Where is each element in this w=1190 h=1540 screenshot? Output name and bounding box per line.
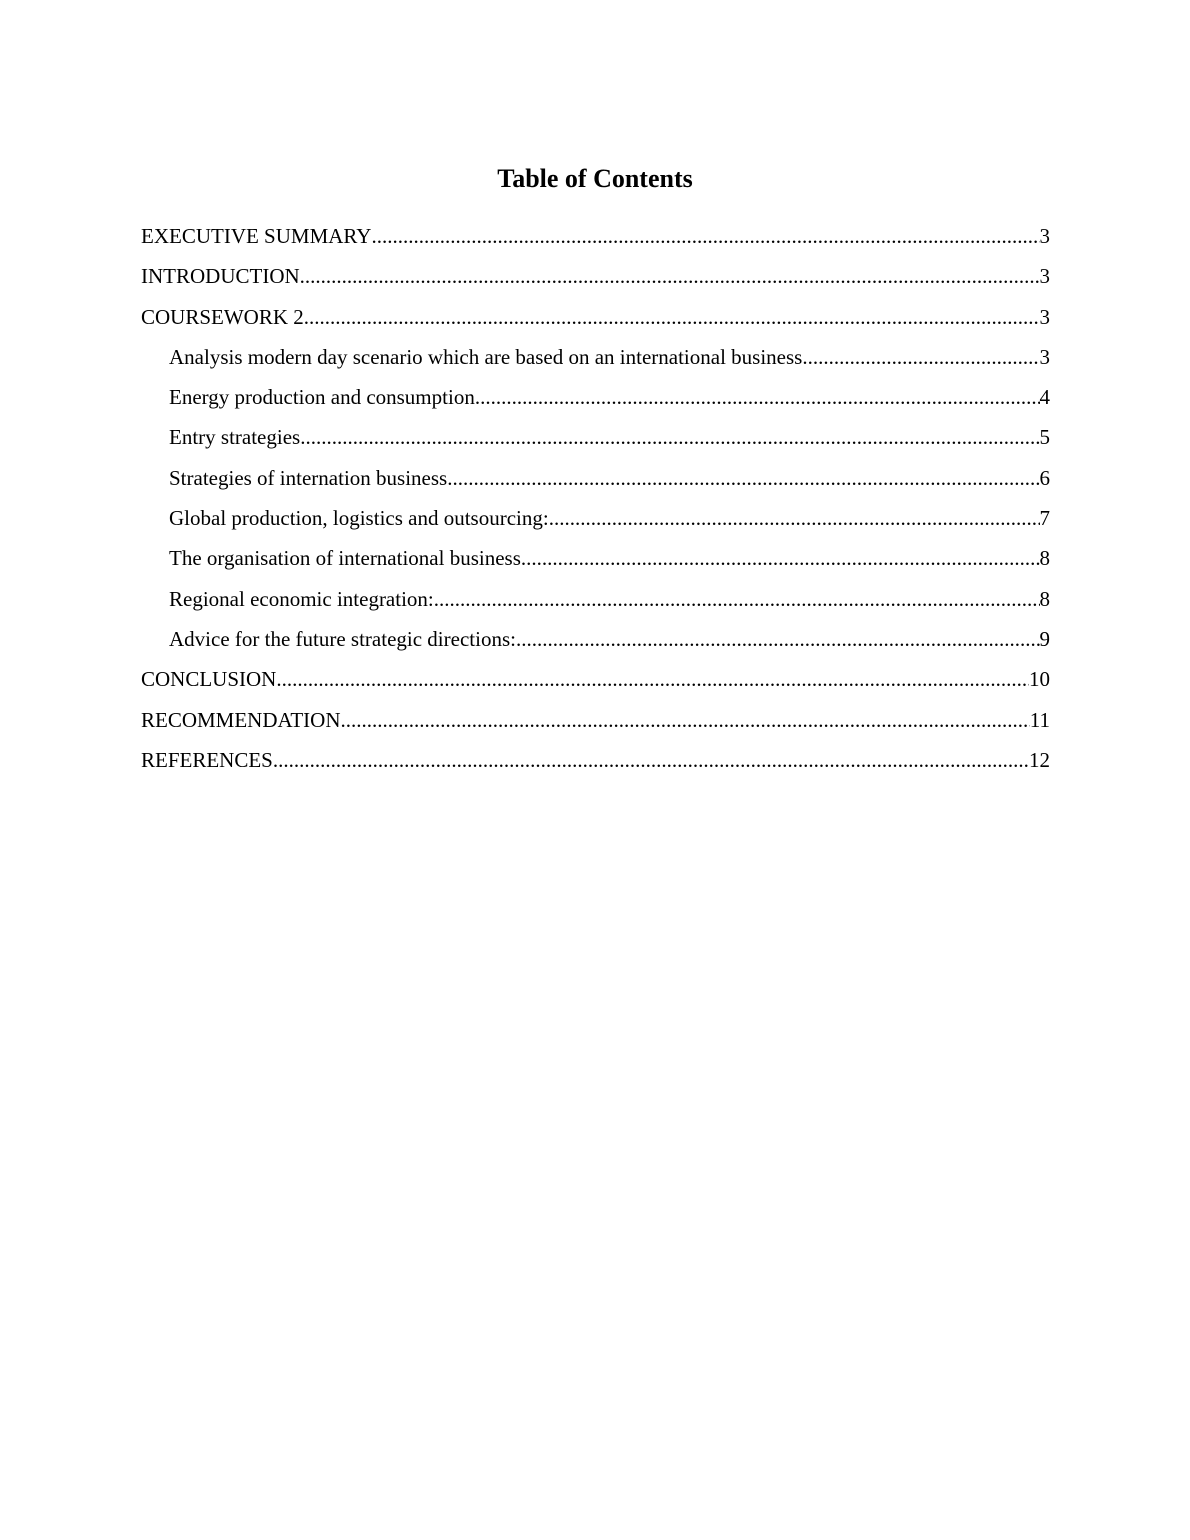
toc-page-number: 3 [1039, 304, 1050, 329]
toc-entry[interactable] [141, 663, 1050, 703]
toc-page-number: 3 [1039, 344, 1050, 369]
toc-entry-title: Strategies of internation business [169, 465, 448, 490]
toc-dot-leader [802, 341, 1039, 373]
toc-entry[interactable] [141, 542, 1050, 582]
toc-entry-title: EXECUTIVE SUMMARY [141, 224, 372, 248]
toc-dot-leader [300, 260, 1040, 292]
toc-dot-leader [516, 623, 1040, 655]
toc-entry[interactable] [141, 220, 1050, 260]
toc-page-number: 12 [1029, 747, 1050, 772]
toc-dot-leader [475, 381, 1040, 413]
toc-dot-leader [341, 704, 1030, 736]
toc-dot-leader [304, 301, 1040, 333]
toc-page-number: 8 [1039, 586, 1050, 611]
toc-entry[interactable] [141, 462, 1050, 502]
toc-dot-leader [447, 462, 1039, 494]
toc-entry-title: The organisation of international business [169, 546, 521, 571]
toc-list [141, 220, 1050, 784]
toc-entry-title: Analysis modern day scenario which are based on an international business [169, 344, 803, 369]
toc-dot-leader [276, 663, 1029, 695]
toc-entry-title: COURSEWORK 2 [141, 304, 304, 329]
toc-entry-title: Advice for the future strategic directions: [169, 626, 516, 651]
toc-entry[interactable] [141, 744, 1050, 784]
toc-entry-title: Entry strategies [169, 425, 301, 450]
toc-page-number: 4 [1039, 385, 1050, 410]
toc-page-number: 6 [1039, 465, 1050, 490]
toc-page-number: 11 [1029, 707, 1050, 732]
toc-entry[interactable] [141, 704, 1050, 744]
toc-entry-title: Regional economic integration: [169, 586, 434, 611]
toc-page-number: 8 [1039, 546, 1050, 571]
toc-entry-title: Global production, logistics and outsourcing: [169, 506, 549, 531]
toc-entry[interactable] [141, 260, 1050, 300]
toc-entry[interactable] [141, 381, 1050, 421]
toc-page-number: 7 [1039, 506, 1050, 531]
toc-page-number: 9 [1039, 626, 1050, 651]
toc-entry[interactable] [141, 502, 1050, 542]
toc-dot-leader [273, 744, 1029, 776]
toc-entry-title: CONCLUSION [141, 667, 277, 692]
toc-dot-leader [434, 583, 1040, 615]
toc-entry[interactable] [141, 341, 1050, 381]
toc-entry-title: REFERENCES [141, 747, 273, 772]
toc-page-number: 3 [1039, 224, 1050, 248]
toc-entry[interactable] [141, 623, 1050, 663]
toc-page-number: 5 [1039, 425, 1050, 450]
toc-entry[interactable] [141, 583, 1050, 623]
toc-dot-leader [549, 502, 1040, 534]
toc-page-number: 10 [1029, 667, 1050, 692]
toc-dot-leader [300, 421, 1039, 453]
toc-title: Table of Contents [497, 164, 693, 193]
toc-entry-title: Energy production and consumption [169, 385, 475, 410]
toc-entry[interactable] [141, 421, 1050, 461]
toc-dot-leader [521, 542, 1040, 574]
toc-entry[interactable] [141, 301, 1050, 341]
toc-dot-leader [371, 220, 1039, 252]
toc-entry-title: INTRODUCTION [141, 264, 300, 289]
toc-page-number: 3 [1039, 264, 1050, 289]
toc-entry-title: RECOMMENDATION [141, 707, 341, 732]
